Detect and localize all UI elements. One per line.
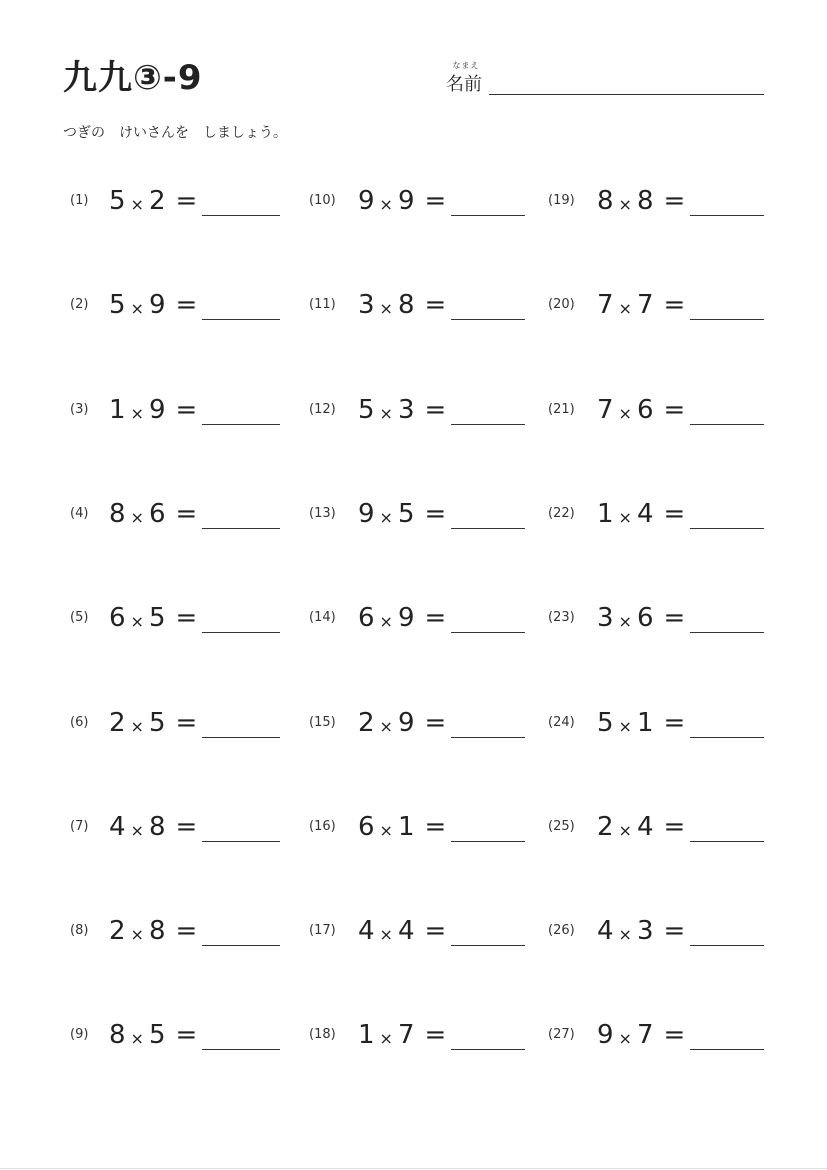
problem-item <box>0 494 827 534</box>
problem-number: (24) <box>548 715 575 730</box>
operand-a: 9 <box>358 499 375 529</box>
problem-number: (12) <box>309 402 336 417</box>
equation <box>597 1015 685 1058</box>
problem-item <box>0 911 827 951</box>
times-sign: × <box>618 821 632 840</box>
times-sign: × <box>379 612 393 631</box>
operand-b: 6 <box>636 395 654 425</box>
operand-b: 1 <box>397 812 415 842</box>
operand-a: 8 <box>109 499 126 529</box>
times-sign: × <box>618 195 632 214</box>
operand-b: 5 <box>148 708 166 738</box>
operand-a: 5 <box>109 186 126 216</box>
problem-number: (13) <box>309 506 336 521</box>
problem-number: (18) <box>309 1027 336 1042</box>
page-edge-divider <box>0 1168 827 1169</box>
problem-number: (5) <box>70 610 89 625</box>
times-sign: × <box>130 612 144 631</box>
times-sign: × <box>618 717 632 736</box>
operand-a: 2 <box>597 812 614 842</box>
problem-item <box>0 285 827 325</box>
equals-sign: = <box>175 395 198 425</box>
times-sign: × <box>130 1029 144 1048</box>
problem-number: (27) <box>548 1027 575 1042</box>
equals-sign: = <box>424 499 447 529</box>
problem-number: (19) <box>548 193 575 208</box>
answer-blank[interactable] <box>690 528 764 529</box>
operand-a: 7 <box>597 290 614 320</box>
times-sign: × <box>618 299 632 318</box>
operand-b: 4 <box>636 812 654 842</box>
operand-a: 4 <box>597 916 614 946</box>
operand-b: 9 <box>148 395 166 425</box>
operand-a: 1 <box>109 395 126 425</box>
operand-b: 9 <box>397 186 415 216</box>
times-sign: × <box>618 925 632 944</box>
equals-sign: = <box>424 395 447 425</box>
equals-sign: = <box>663 1020 686 1050</box>
problem-number: (23) <box>548 610 575 625</box>
equation <box>597 181 685 224</box>
answer-blank[interactable] <box>690 632 764 633</box>
operand-a: 6 <box>358 812 375 842</box>
operand-a: 6 <box>109 603 126 633</box>
times-sign: × <box>130 508 144 527</box>
equals-sign: = <box>663 290 686 320</box>
problem-number: (1) <box>70 193 89 208</box>
operand-a: 1 <box>358 1020 375 1050</box>
times-sign: × <box>379 1029 393 1048</box>
problem-number: (15) <box>309 715 336 730</box>
problem-item <box>0 390 827 430</box>
equals-sign: = <box>175 499 198 529</box>
equals-sign: = <box>663 916 686 946</box>
operand-b: 5 <box>148 1020 166 1050</box>
times-sign: × <box>618 404 632 423</box>
operand-b: 3 <box>636 916 654 946</box>
operand-a: 5 <box>358 395 375 425</box>
times-sign: × <box>379 404 393 423</box>
operand-b: 9 <box>148 290 166 320</box>
problem-number: (3) <box>70 402 89 417</box>
times-sign: × <box>379 195 393 214</box>
problem-item <box>0 807 827 847</box>
equals-sign: = <box>424 1020 447 1050</box>
problem-number: (14) <box>309 610 336 625</box>
equation <box>597 494 685 537</box>
problem-number: (4) <box>70 506 89 521</box>
operand-a: 9 <box>597 1020 614 1050</box>
answer-blank[interactable] <box>690 841 764 842</box>
answer-blank[interactable] <box>690 424 764 425</box>
answer-blank[interactable] <box>690 1049 764 1050</box>
equation <box>597 911 685 954</box>
operand-b: 5 <box>397 499 415 529</box>
operand-a: 4 <box>109 812 126 842</box>
operand-b: 7 <box>636 290 654 320</box>
equals-sign: = <box>175 186 198 216</box>
operand-b: 7 <box>636 1020 654 1050</box>
name-label: 名前 <box>446 74 482 95</box>
equals-sign: = <box>175 290 198 320</box>
equals-sign: = <box>663 186 686 216</box>
operand-a: 8 <box>597 186 614 216</box>
times-sign: × <box>130 925 144 944</box>
answer-blank[interactable] <box>690 737 764 738</box>
equation <box>597 390 685 433</box>
times-sign: × <box>130 299 144 318</box>
operand-a: 3 <box>358 290 375 320</box>
problem-number: (11) <box>309 297 336 312</box>
problem-number: (10) <box>309 193 336 208</box>
problem-item <box>0 598 827 638</box>
equals-sign: = <box>424 603 447 633</box>
operand-a: 4 <box>358 916 375 946</box>
problem-number: (26) <box>548 923 575 938</box>
times-sign: × <box>618 1029 632 1048</box>
problem-item <box>0 703 827 743</box>
operand-a: 5 <box>597 708 614 738</box>
equals-sign: = <box>663 603 686 633</box>
operand-b: 8 <box>148 812 166 842</box>
operand-b: 4 <box>636 499 654 529</box>
operand-a: 9 <box>358 186 375 216</box>
problem-number: (17) <box>309 923 336 938</box>
times-sign: × <box>130 821 144 840</box>
equation <box>597 598 685 641</box>
problem-number: (22) <box>548 506 575 521</box>
times-sign: × <box>130 717 144 736</box>
times-sign: × <box>379 717 393 736</box>
equals-sign: = <box>663 812 686 842</box>
operand-b: 5 <box>148 603 166 633</box>
equals-sign: = <box>175 1020 198 1050</box>
equation <box>597 807 685 850</box>
times-sign: × <box>618 508 632 527</box>
problem-number: (7) <box>70 819 89 834</box>
equals-sign: = <box>424 186 447 216</box>
equals-sign: = <box>424 708 447 738</box>
operand-a: 6 <box>358 603 375 633</box>
equals-sign: = <box>663 395 686 425</box>
operand-b: 6 <box>636 603 654 633</box>
problem-number: (16) <box>309 819 336 834</box>
operand-a: 3 <box>597 603 614 633</box>
instructions: つぎの けいさんを しましょう。 <box>63 125 287 141</box>
problem-number: (6) <box>70 715 89 730</box>
operand-b: 8 <box>636 186 654 216</box>
operand-a: 2 <box>358 708 375 738</box>
problem-number: (20) <box>548 297 575 312</box>
problem-number: (21) <box>548 402 575 417</box>
operand-a: 2 <box>109 708 126 738</box>
operand-b: 3 <box>397 395 415 425</box>
operand-a: 2 <box>109 916 126 946</box>
times-sign: × <box>379 925 393 944</box>
times-sign: × <box>379 508 393 527</box>
answer-blank[interactable] <box>690 215 764 216</box>
equals-sign: = <box>424 916 447 946</box>
operand-b: 7 <box>397 1020 415 1050</box>
problem-number: (8) <box>70 923 89 938</box>
answer-blank[interactable] <box>690 945 764 946</box>
operand-b: 9 <box>397 708 415 738</box>
equals-sign: = <box>175 916 198 946</box>
problem-item <box>0 181 827 221</box>
operand-b: 1 <box>636 708 654 738</box>
times-sign: × <box>130 404 144 423</box>
operand-b: 9 <box>397 603 415 633</box>
problem-number: (25) <box>548 819 575 834</box>
times-sign: × <box>130 195 144 214</box>
equals-sign: = <box>663 708 686 738</box>
problem-item <box>0 1015 827 1055</box>
operand-b: 8 <box>397 290 415 320</box>
times-sign: × <box>379 821 393 840</box>
page-title: 九九③-9 <box>63 58 203 98</box>
equals-sign: = <box>663 499 686 529</box>
operand-b: 2 <box>148 186 166 216</box>
operand-a: 8 <box>109 1020 126 1050</box>
problem-number: (9) <box>70 1027 89 1042</box>
equation <box>597 703 685 746</box>
equals-sign: = <box>424 290 447 320</box>
name-furigana: なまえ <box>452 61 480 70</box>
equals-sign: = <box>175 603 198 633</box>
times-sign: × <box>618 612 632 631</box>
operand-a: 7 <box>597 395 614 425</box>
times-sign: × <box>379 299 393 318</box>
equals-sign: = <box>424 812 447 842</box>
equals-sign: = <box>175 812 198 842</box>
operand-a: 5 <box>109 290 126 320</box>
operand-a: 1 <box>597 499 614 529</box>
answer-blank[interactable] <box>690 319 764 320</box>
equation <box>597 285 685 328</box>
problem-number: (2) <box>70 297 89 312</box>
operand-b: 8 <box>148 916 166 946</box>
operand-b: 4 <box>397 916 415 946</box>
equals-sign: = <box>175 708 198 738</box>
operand-b: 6 <box>148 499 166 529</box>
